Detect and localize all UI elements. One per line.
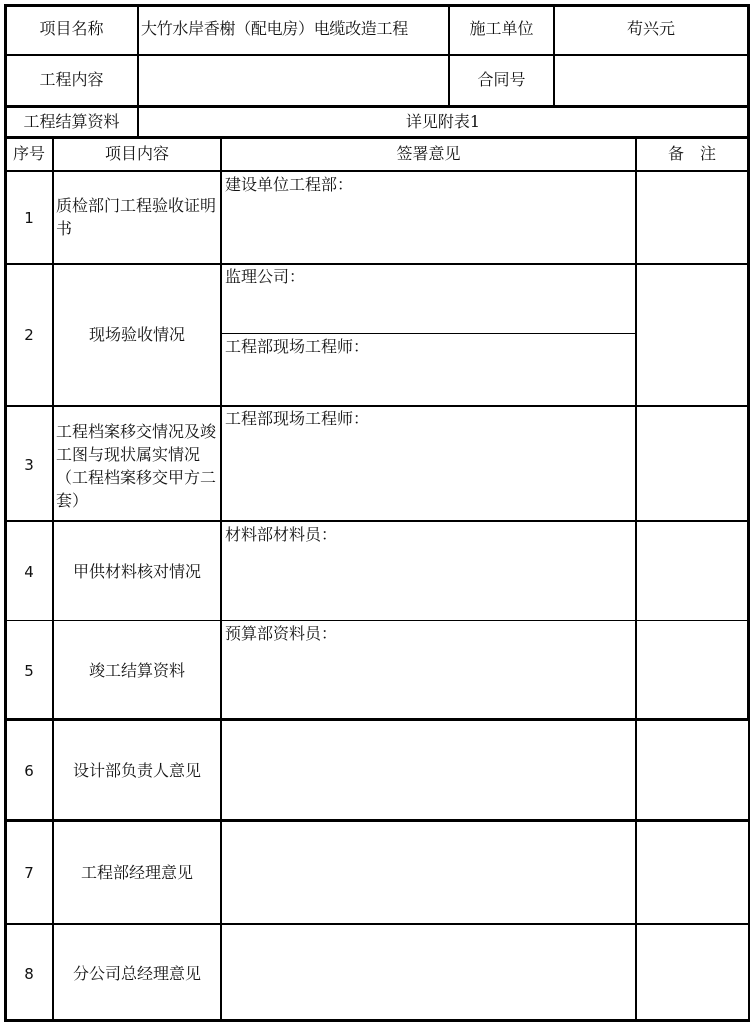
- row-6-seq: 6: [24, 762, 34, 780]
- row-6-item: 设计部负责人意见: [72, 761, 201, 780]
- divider-h-row6: [4, 819, 750, 822]
- row-1-item: 质检部门工程验收证明书: [56, 196, 217, 238]
- divider-h-header-2: [4, 105, 749, 108]
- row-5-item: 竣工结算资料: [88, 661, 185, 680]
- column-header-remark: 备 注: [667, 144, 716, 163]
- row-5-seq: 5: [24, 662, 34, 680]
- divider-h-row7: [4, 923, 750, 925]
- divider-h-colhead: [4, 170, 749, 172]
- contract-no-label: 合同号: [477, 70, 526, 89]
- settlement-label: 工程结算资料: [23, 112, 120, 131]
- row-1-seq: 1: [24, 209, 34, 227]
- divider-h-row4: [4, 620, 749, 621]
- row-5-opinion: 预算部资料员：: [225, 624, 338, 643]
- row-3-seq: 3: [24, 456, 34, 474]
- divider-h-row3: [4, 520, 749, 522]
- divider-h-header-3: [4, 136, 749, 139]
- column-header-opinion: 签署意见: [396, 144, 461, 163]
- settlement-value: 详见附表1: [405, 112, 481, 131]
- border-bottom: [4, 1019, 750, 1022]
- row-2-item: 现场验收情况: [88, 325, 185, 344]
- row-4-opinion: 材料部材料员：: [225, 525, 338, 544]
- divider-v-item: [220, 137, 222, 1022]
- border-top: [4, 4, 750, 7]
- column-header-item: 项目内容: [104, 144, 169, 163]
- row-2-opinion-a: 监理公司：: [225, 267, 306, 286]
- row-1-opinion: 建设单位工程部：: [225, 175, 354, 194]
- row-3-item: 工程档案移交情况及竣工图与现状属实情况（工程档案移交甲方二套）: [56, 422, 217, 510]
- project-name-label: 项目名称: [39, 19, 104, 38]
- border-right-upper: [747, 4, 750, 720]
- row-2-seq: 2: [24, 326, 34, 344]
- row-4-seq: 4: [24, 563, 34, 581]
- row-7-item: 工程部经理意见: [80, 863, 193, 882]
- divider-h-row5: [4, 718, 750, 721]
- divider-h-row2: [4, 405, 749, 407]
- row-8-seq: 8: [24, 965, 34, 983]
- border-right-lower: [748, 718, 750, 1022]
- divider-v-remark: [635, 137, 637, 1022]
- row-7-seq: 7: [24, 864, 34, 882]
- row-2-opinion-b: 工程部现场工程师：: [225, 337, 370, 356]
- divider-h-header-1: [4, 54, 749, 56]
- row-8-item: 分公司总经理意见: [72, 964, 201, 983]
- project-name-value: 大竹水岸香榭（配电房）电缆改造工程: [141, 19, 408, 38]
- row-4-item: 甲供材料核对情况: [72, 562, 201, 581]
- divider-h-row2-split: [221, 333, 636, 334]
- contractor-value: 苟兴元: [626, 19, 675, 38]
- column-header-seq: 序号: [12, 144, 45, 163]
- contractor-label: 施工单位: [469, 19, 534, 38]
- row-3-opinion: 工程部现场工程师：: [225, 409, 370, 428]
- divider-h-row1: [4, 263, 749, 265]
- content-label: 工程内容: [39, 70, 104, 89]
